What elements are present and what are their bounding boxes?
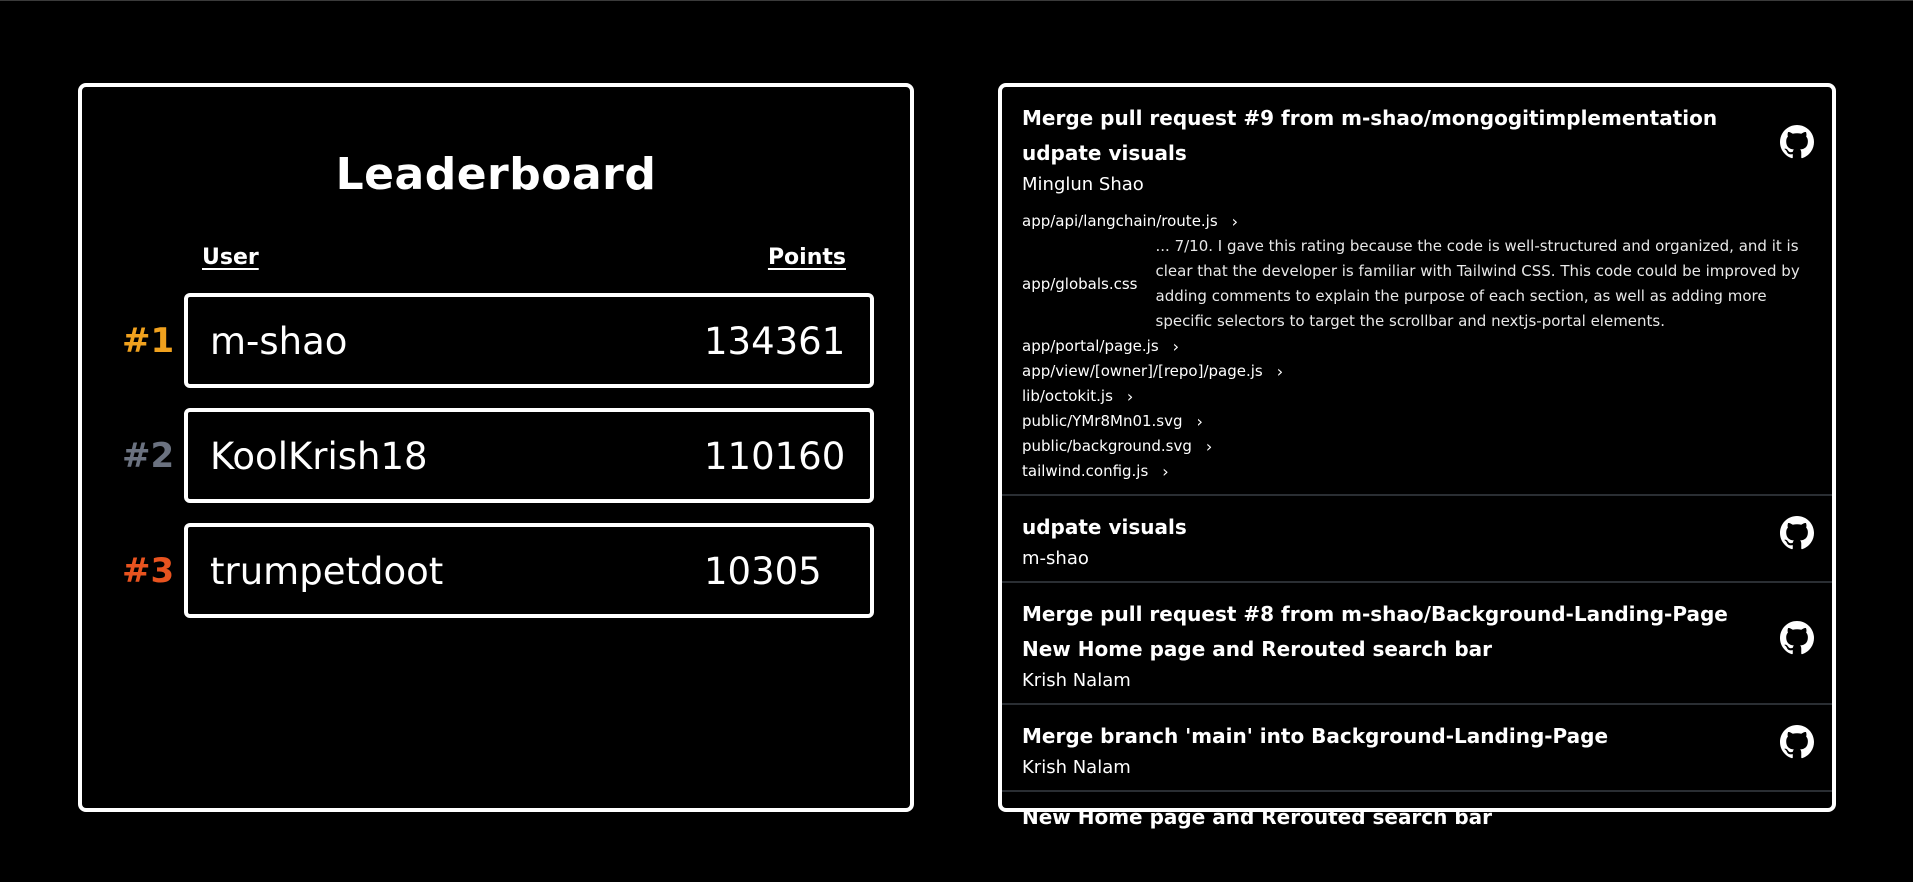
chevron-right-icon[interactable]: › bbox=[1172, 337, 1180, 356]
file-row[interactable] bbox=[1022, 409, 1812, 434]
changed-files-list bbox=[1022, 209, 1812, 484]
commit-title: Merge branch 'main' into Background-Landing-Page bbox=[1022, 724, 1609, 748]
user-name: KoolKrish18 bbox=[210, 435, 428, 478]
file-name: public/YMr8Mn01.svg bbox=[1022, 412, 1183, 430]
leaderboard-entry[interactable] bbox=[184, 293, 874, 388]
leaderboard-entry[interactable] bbox=[184, 408, 874, 503]
file-name: lib/octokit.js bbox=[1022, 387, 1113, 405]
github-icon[interactable] bbox=[1780, 725, 1814, 759]
commit-author: Krish Nalam bbox=[1022, 670, 1131, 691]
file-row[interactable] bbox=[1022, 334, 1812, 359]
commits-panel[interactable] bbox=[998, 83, 1836, 829]
file-row[interactable] bbox=[1022, 434, 1812, 459]
user-points: 134361 bbox=[704, 320, 846, 363]
chevron-right-icon[interactable]: › bbox=[1231, 212, 1239, 231]
commit-item[interactable] bbox=[1002, 583, 1832, 705]
file-name: tailwind.config.js bbox=[1022, 462, 1149, 480]
commit-title: udpate visuals bbox=[1022, 515, 1187, 539]
chevron-right-icon[interactable]: › bbox=[1205, 437, 1213, 456]
user-column-header[interactable]: User bbox=[202, 245, 259, 270]
leaderboard-panel bbox=[78, 83, 914, 812]
file-name: app/portal/page.js bbox=[1022, 337, 1159, 355]
file-row[interactable] bbox=[1022, 359, 1812, 384]
user-points: 10305 bbox=[704, 550, 822, 593]
commit-item[interactable] bbox=[1002, 87, 1832, 496]
commit-author: m-shao bbox=[1022, 548, 1089, 569]
user-name: trumpetdoot bbox=[210, 550, 444, 593]
file-row[interactable] bbox=[1022, 209, 1812, 234]
commit-author: Minglun Shao bbox=[1022, 174, 1144, 195]
file-name: app/globals.css bbox=[1022, 274, 1138, 293]
rank-label: #1 bbox=[122, 321, 175, 361]
commit-item[interactable] bbox=[1002, 496, 1832, 583]
leaderboard-title: Leaderboard bbox=[335, 149, 657, 200]
file-name: public/background.svg bbox=[1022, 437, 1192, 455]
user-points: 110160 bbox=[704, 435, 846, 478]
rank-label: #3 bbox=[122, 551, 175, 591]
file-review: ... 7/10. I gave this rating because the code is well-structured and organized, and it is clear that the developer is familiar with Tailwind CSS. This code could be improved by adding comments to explain the purpose of each section, as well as adding more specific selectors to target the scrollbar and nextjs-portal elements. bbox=[1155, 237, 1800, 330]
user-name: m-shao bbox=[210, 320, 348, 363]
leaderboard-entry[interactable] bbox=[184, 523, 874, 618]
commit-title: Merge pull request #8 from m-shao/Background-Landing-Page New Home page and Rerouted search bar bbox=[1022, 602, 1728, 661]
file-name: app/api/langchain/route.js bbox=[1022, 212, 1218, 230]
commit-author: Krish Nalam bbox=[1022, 757, 1131, 778]
chevron-right-icon[interactable]: › bbox=[1276, 362, 1284, 381]
chevron-right-icon[interactable]: › bbox=[1162, 462, 1169, 481]
github-icon[interactable] bbox=[1780, 621, 1814, 655]
commit-title: Merge pull request #9 from m-shao/mongogitimplementation udpate visuals bbox=[1022, 106, 1718, 165]
leaderboard-row bbox=[82, 523, 910, 618]
chevron-right-icon[interactable]: › bbox=[1126, 387, 1134, 406]
github-icon[interactable] bbox=[1780, 125, 1814, 159]
github-icon[interactable] bbox=[1780, 516, 1814, 550]
file-name: app/view/[owner]/[repo]/page.js bbox=[1022, 362, 1263, 380]
commit-item[interactable] bbox=[1002, 705, 1832, 792]
rank-label: #2 bbox=[122, 436, 175, 476]
leaderboard-row bbox=[82, 408, 910, 503]
points-column-header[interactable]: Points bbox=[767, 245, 846, 270]
file-row[interactable] bbox=[1022, 234, 1812, 334]
commit-title-partial[interactable]: New Home page and Rerouted search bar bbox=[1022, 805, 1493, 829]
leaderboard-row bbox=[82, 293, 910, 388]
chevron-right-icon[interactable]: › bbox=[1196, 412, 1203, 431]
file-row[interactable] bbox=[1022, 384, 1812, 409]
file-row[interactable] bbox=[1022, 459, 1812, 484]
